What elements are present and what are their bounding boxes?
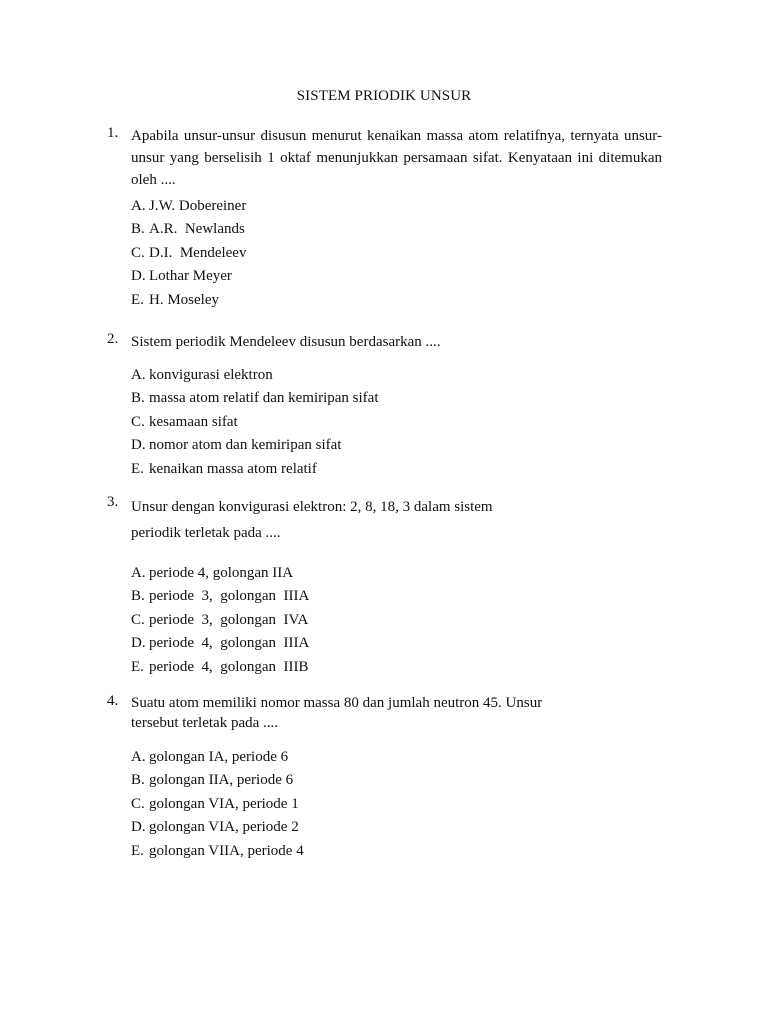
option-letter: D. [131,437,146,454]
options-question-4 [131,746,551,863]
option-text: kenaikan massa atom relatif [149,460,317,477]
option-text: J.W. Dobereiner [149,198,247,214]
option-a [131,364,551,387]
option-text: massa atom relatif dan kemiripan sifat [149,390,379,407]
question-number: 1. [107,125,119,141]
option-b [131,218,551,241]
option-d [131,632,551,655]
question-text-line: Suatu atom memiliki nomor massa 80 dan jumlah neutron 45. Unsur [131,695,543,711]
option-letter: D. [131,819,146,836]
option-a [131,195,551,218]
question-number: 2. [107,331,119,347]
option-d [131,265,551,288]
question-number: 3. [107,494,119,510]
option-text: golongan IIA, periode 6 [149,772,294,789]
option-letter: B. [131,772,145,789]
option-text: nomor atom dan kemiripan sifat [149,437,342,454]
question-2 [107,331,662,353]
options-question-2 [131,364,551,481]
option-e [131,840,551,863]
option-e [131,458,551,481]
option-text: periode 4, golongan IIIA [149,635,310,652]
options-question-1 [131,195,551,312]
question-text-line: Unsur dengan konvigurasi elektron: 2, 8, 18, 3 dalam sistem [131,499,493,515]
option-letter: A. [131,198,146,214]
option-a [131,746,551,769]
option-text: periode 4, golongan IIIB [149,658,309,675]
option-text: H. Moseley [149,291,219,308]
option-text: periode 3, golongan IIIA [149,588,310,605]
option-letter: D. [131,635,146,652]
option-text: periode 4, golongan IIA [149,565,294,581]
question-number: 4. [107,693,119,709]
question-text-line: Sistem periodik Mendeleev disusun berdasarkan .... [131,334,441,350]
question-text [131,494,662,546]
option-c [131,411,551,434]
options-question-3 [131,562,551,679]
question-text-line: Apabila unsur-unsur disusun menurut kenaikan massa atom relatifnya, ternyata unsur-unsur yang berselisih 1 oktaf menunjukkan persamaan sifat. Kenyataan ini ditemukan oleh .... [131,128,662,188]
option-text: golongan VIIA, periode 4 [149,842,304,859]
question-1 [107,125,662,191]
option-letter: A. [131,367,146,383]
option-c [131,242,551,265]
option-e [131,289,551,312]
option-b [131,769,551,792]
question-text [131,125,662,191]
option-letter: E. [131,460,144,477]
option-text: golongan VIA, periode 2 [149,819,299,836]
option-text: D.I. Mendeleev [149,244,247,261]
option-text: A.R. Newlands [149,221,245,238]
option-letter: E. [131,658,144,675]
option-text: kesamaan sifat [149,413,238,430]
option-text: golongan VIA, periode 1 [149,795,299,812]
option-a [131,562,551,585]
option-e [131,656,551,679]
question-3 [107,494,662,546]
option-letter: C. [131,413,145,430]
option-letter: B. [131,390,145,407]
question-4 [107,693,662,733]
option-letter: B. [131,221,145,238]
question-text-line: periodik terletak pada .... [131,525,281,541]
page-title: SISTEM PRIODIK UNSUR [296,88,472,104]
option-letter: A. [131,749,146,765]
option-b [131,387,551,410]
question-text [131,331,662,353]
option-text: konvigurasi elektron [149,367,273,383]
option-letter: B. [131,588,145,605]
option-text: periode 3, golongan IVA [149,611,309,628]
option-letter: C. [131,611,145,628]
option-text: Lothar Meyer [149,268,232,285]
option-letter: C. [131,795,145,812]
option-letter: D. [131,268,146,285]
option-text: golongan IA, periode 6 [149,749,289,765]
option-letter: E. [131,842,144,859]
option-letter: A. [131,565,146,581]
option-d [131,434,551,457]
option-letter: E. [131,291,144,308]
question-text [131,693,662,733]
option-letter: C. [131,244,145,261]
option-d [131,816,551,839]
option-c [131,609,551,632]
option-c [131,793,551,816]
question-text-line: tersebut terletak pada .... [131,715,279,731]
option-b [131,585,551,608]
